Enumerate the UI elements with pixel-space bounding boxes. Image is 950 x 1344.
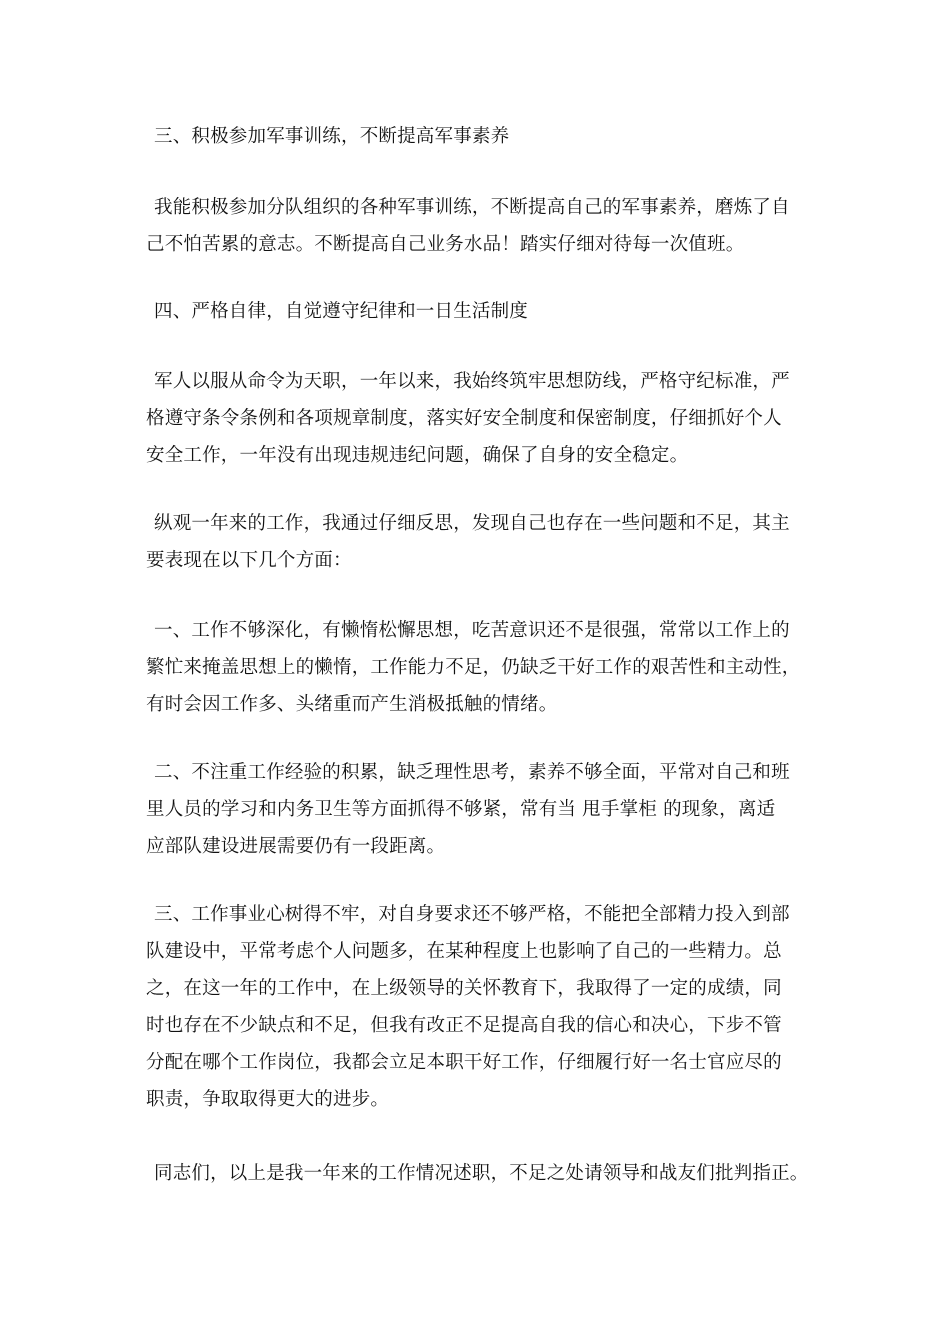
text-line: 繁忙来掩盖思想上的懒惰，工作能力不足，仍缺乏干好工作的艰苦性和主动性， [146, 657, 801, 678]
text-line: 二、不注重工作经验的积累，缺乏理性思考，素养不够全面，平常对自己和班 [154, 762, 790, 783]
text-line: 分配在哪个工作岗位，我都会立足本职干好工作，仔细履行好一名士官应尽的 [146, 1052, 782, 1073]
paragraph-issue-two [146, 754, 836, 865]
text-line: 我能积极参加分队组织的各种军事训练，不断提高自己的军事素养，磨炼了自 [154, 197, 790, 218]
text-line: 应部队建设进展需要仍有一段距离。 [146, 836, 446, 857]
text-line: 同志们，以上是我一年来的工作情况述职，不足之处请领导和战友们批判指正。 [154, 1163, 809, 1184]
heading-self-discipline [146, 293, 836, 330]
text-line: 纵观一年来的工作，我通过仔细反思，发现自己也存在一些问题和不足，其主 [154, 513, 790, 534]
text-line: 三、工作事业心树得不牢，对自身要求还不够严格，不能把全部精力投入到部 [154, 904, 790, 925]
text-line: 三、积极参加军事训练，不断提高军事素养 [154, 126, 510, 147]
text-line: 军人以服从命令为天职，一年以来，我始终筑牢思想防线，严格守纪标准，严 [154, 371, 790, 392]
paragraph-military-training [146, 189, 836, 263]
paragraph-closing [146, 1155, 836, 1192]
text-line: 队建设中，平常考虑个人问题多，在某种程度上也影响了自己的一些精力。总 [146, 941, 782, 962]
text-line: 一、工作不够深化，有懒惰松懈思想，吃苦意识还不是很强，常常以工作上的 [154, 620, 790, 641]
text-line: 里人员的学习和内务卫生等方面抓得不够紧，常有当 甩手掌柜 的现象，离适 [146, 799, 776, 820]
paragraph-self-discipline [146, 363, 836, 474]
paragraph-issue-three [146, 896, 836, 1118]
heading-military-training [146, 118, 836, 155]
text-line: 要表现在以下几个方面： [146, 550, 352, 571]
paragraph-issue-one [146, 612, 836, 723]
text-line: 安全工作，一年没有出现违规违纪问题，确保了自身的安全稳定。 [146, 445, 689, 466]
text-line: 职责，争取取得更大的进步。 [146, 1089, 390, 1110]
text-line: 时也存在不少缺点和不足，但我有改正不足提高自我的信心和决心，下步不管 [146, 1015, 782, 1036]
text-line: 格遵守条令条例和各项规章制度，落实好安全制度和保密制度，仔细抓好个人 [146, 408, 782, 429]
text-line: 四、严格自律，自觉遵守纪律和一日生活制度 [154, 301, 529, 322]
text-line: 之，在这一年的工作中，在上级领导的关怀教育下，我取得了一定的成绩，同 [146, 978, 782, 999]
paragraph-overview [146, 505, 836, 579]
text-line: 有时会因工作多、头绪重而产生消极抵触的情绪。 [146, 694, 558, 715]
text-line: 己不怕苦累的意志。不断提高自己业务水品！踏实仔细对待每一次值班。 [146, 234, 745, 255]
